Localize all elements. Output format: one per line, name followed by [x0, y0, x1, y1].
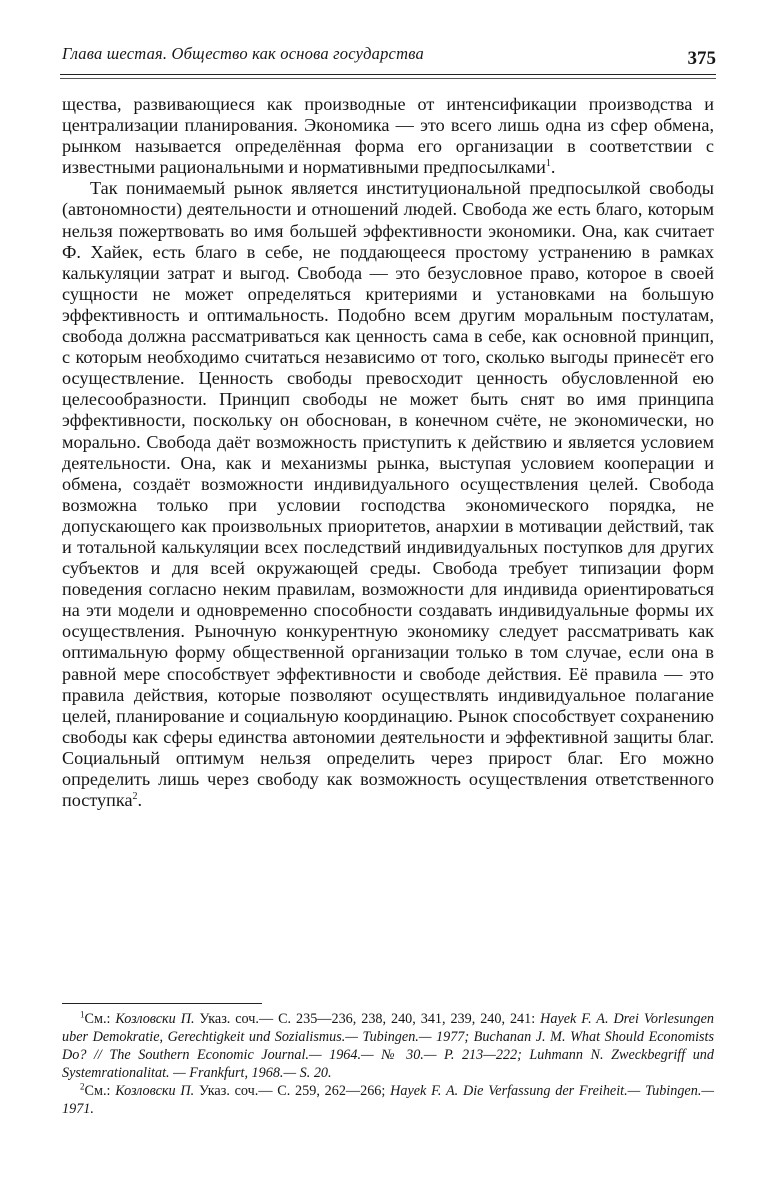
- footnote-lead: См.:: [84, 1083, 116, 1099]
- body-text: [62, 94, 714, 811]
- footnote-mark: 1: [80, 1009, 85, 1020]
- footnote-mark: 2: [80, 1081, 85, 1092]
- running-title: Глава шестая. Общество как основа государства: [62, 44, 424, 63]
- footnote-rule: [62, 1003, 262, 1004]
- footnote-references: Hayek F. A. Die Verfassung der Freiheit.— Tubingen.— 1971.: [62, 1083, 714, 1117]
- paragraph: [62, 178, 714, 811]
- paragraph-tail: .: [137, 790, 143, 811]
- page-number: 375: [687, 48, 716, 69]
- footnotes: [62, 1010, 714, 1118]
- footnote-text: Указ. соч.— С. 235—236, 238, 240, 341, 239, 240, 241:: [194, 1011, 541, 1027]
- footnote: [62, 1010, 714, 1082]
- footnote-ref[interactable]: 2: [132, 791, 138, 803]
- paragraph-tail: .: [550, 157, 556, 178]
- paragraph-continued: [62, 94, 714, 178]
- header-rule-thin: [60, 78, 716, 79]
- paragraph-text: щества, развивающиеся как производные от интенсификации производства и централизации планирования. Экономика — это всего лишь одна из сфер обмена, рынком называется определённая форма его организации в соответствии с известными рациональными и нормативными предпосылками: [62, 94, 714, 178]
- footnote-author: Козловски П.: [115, 1011, 195, 1027]
- footnote-ref[interactable]: 1: [545, 158, 551, 170]
- footnote: [62, 1082, 714, 1118]
- footnote-author: Козловски П.: [115, 1083, 195, 1099]
- header-rule: [60, 74, 716, 75]
- paragraph-text: Так понимаемый рынок является институциональной предпосылкой свободы (автономности) деятельности и отношений людей. Свобода же есть благо, которым нельзя пожертвовать во имя большей эффективности экономики. Она, как считает Ф. Хайек, есть благо в себе, не поддающееся простому устранению в рамках калькуляции затрат и выгод. Свобода — это безусловное право, которое в своей сущности не может определяться критериями и установками на большую эффективность и оптимальность. Подобно всем другим моральным постулатам, свобода должна рассматриваться как ценность сама в себе, как основной принцип, с которым необходимо считаться независимо от того, сколько выгоды принесёт его осуществление. Ценность свободы превосходит ценность обусловленной ею целесообразности. Принцип свободы не может быть снят во имя принципа эффективности, поскольку он обоснован, в конечном счёте, не экономически, но морально. Свобода даёт возможность приступить к действию и является условием деятельности. Она, как и механизмы рынка, выступая условием кооперации и обмена, создаёт возможности индивидуального осуществления целей. Свобода возможна только при условии господства экономического порядка, не допускающего как произвольных приоритетов, анархии в мотивации действий, так и тотальной калькуляции всех последствий индивидуальных поступков для других субъектов и для всей окружающей среды. Свобода требует типизации форм поведения согласно неким правилам, возможности для индивида ориентироваться на эти модели и одновременно способности создавать индивидуальные формы их осуществления. Рыночную конкурентную экономику следует рассматривать как оптимальную форму общественной организации только в том случае, если она в равной мере способствует эффективности и свободе действия. Её правила — это правила действия, которые позволяют осуществлять индивидуальное полагание целей, планирование и социальную координацию. Рынок способствует сохранению свободы как сферы единства автономии деятельности и эффективной защиты благ. Социальный оптимум нельзя определить через прирост благ. Его можно определить лишь через свободу как возможность осуществления ответственного поступка: [62, 178, 714, 811]
- footnote-references: Hayek F. A. Drei Vorlesungen uber Demokratie, Gerechtigkeit und Sozialismus.— Tubingen.— 1977; Buchanan J. M. What Should Economists Do? // The Southern Economic Journal.— 1964.— № 30.— P. 213—222; Luhmann N. Zweckbegriff und Systemrationalitat. — Frankfurt, 1968.— S. 20.: [62, 1011, 714, 1081]
- footnote-text: Указ. соч.— С. 259, 262—266;: [194, 1083, 391, 1099]
- footnote-lead: См.:: [84, 1011, 116, 1027]
- running-head: [60, 38, 716, 68]
- book-page: [60, 38, 716, 811]
